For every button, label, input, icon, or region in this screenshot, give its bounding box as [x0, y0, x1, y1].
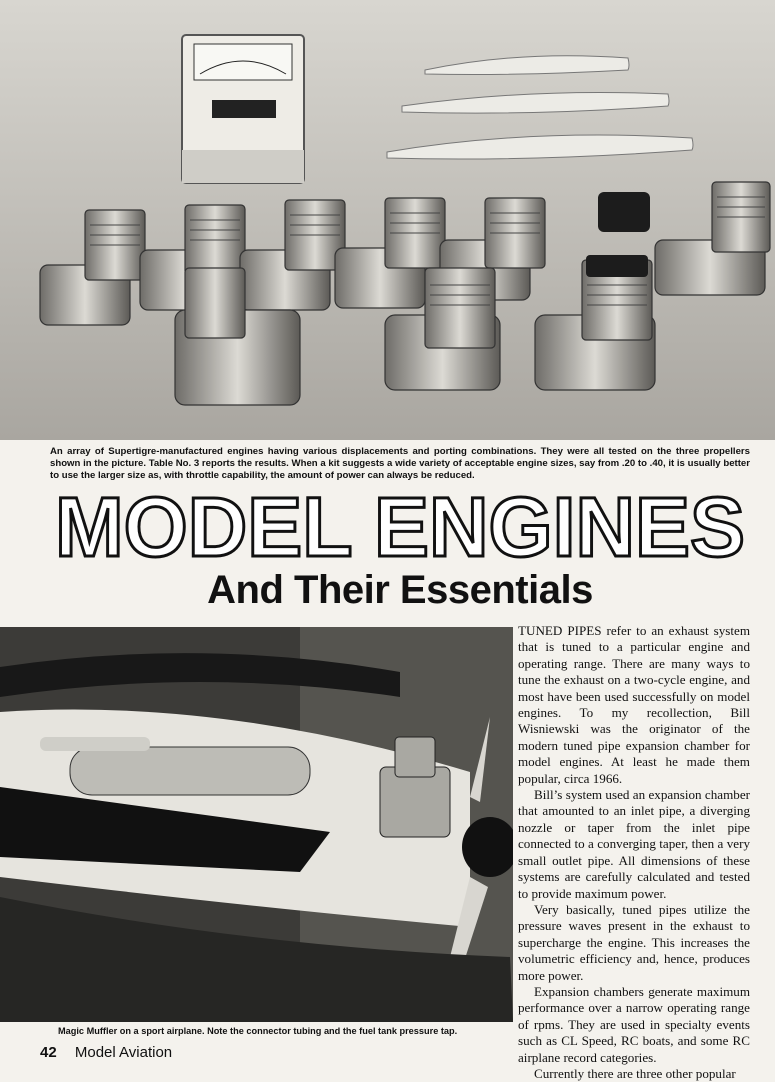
muffler-photo-illustration — [0, 627, 513, 1022]
muffler-photo — [0, 627, 513, 1022]
article-paragraph: Bill’s system used an expansion chamber that amounted to an inlet pipe, a diverging nozzle or taper from the inlet pipe connected to a converging taper, then a very small outlet pipe. All dimensions of these systems are carefully calculated and tested to provide maximum power. — [518, 787, 750, 901]
engines-photo — [0, 0, 775, 440]
headline-title-text: MODEL ENGINES — [55, 488, 745, 568]
magazine-name: Model Aviation — [74, 1044, 173, 1061]
tachometer — [182, 35, 304, 183]
headline-subtitle: And Their Essentials — [207, 568, 593, 612]
article-paragraph: TUNED PIPES refer to an exhaust system that is tuned to a particular engine and operating range. There are many ways to tune the exhaust on a two-cycle engine, and most have been used successfully on model engines. To my recollection, Bill Wisniewski was the originator of the modern tuned pipe expansion chamber for model engines. At least he made them popular, circa 1966. — [518, 623, 750, 786]
article-paragraph: Currently there are three other popular — [534, 1065, 736, 1081]
engines-photo-illustration — [0, 0, 775, 440]
page-footer — [40, 1044, 172, 1061]
article-paragraph: Very basically, tuned pipes utilize the pressure waves present in the exhaust to supercharge the engine. This increases the volumetric efficiency and, hence, produces more power. — [518, 901, 750, 983]
headline-title — [50, 488, 750, 568]
article-paragraph: Expansion chambers generate maximum performance over a narrow operating range of rpms. They are used in specialty events such as CL Speed, RC boats, and some RC airplane record categories. — [518, 983, 750, 1065]
top-photo-caption: An array of Supertigre-manufactured engines having various displacements and porting combinations. They were all tested on the three propellers shown in the picture. Table No. 3 reports the results. When a kit suggests a wide variety of acceptable engine sizes, say from .20 to .40, it is usually better to use the larger size as, with throttle capability, the amount of power can always be reduced. — [50, 446, 750, 482]
muffler-photo-caption: Magic Muffler on a sport airplane. Note the connector tubing and the fuel tank pressure tap. — [58, 1026, 458, 1036]
article-column — [518, 623, 750, 1082]
page-number: 42 — [40, 1044, 57, 1061]
